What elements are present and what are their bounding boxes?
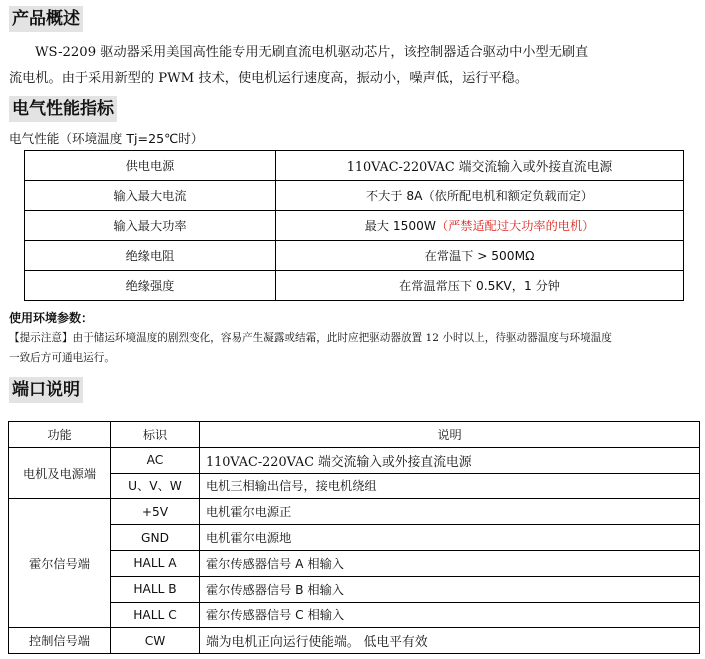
overview-line-2: 流电机。由于采用新型的 PWM 技术，使电机运行速度高，振动小，噪声低，运行平稳。 <box>9 71 529 86</box>
port-mark: HALL A <box>111 550 200 576</box>
header-desc: 说明 <box>200 422 700 448</box>
spec-label: 绝缘电阻 <box>25 241 276 271</box>
table-header-row <box>9 422 700 448</box>
table-row <box>25 211 684 241</box>
header-mark: 标识 <box>111 422 200 448</box>
table-row <box>25 271 684 301</box>
spec-label: 输入最大电流 <box>25 181 276 211</box>
port-mark: CW <box>111 628 200 654</box>
port-desc: 110VAC-220VAC 端交流输入或外接直流电源 <box>200 447 700 473</box>
port-desc: 霍尔传感器信号 A 相输入 <box>200 550 700 576</box>
table-row <box>9 628 700 654</box>
spec-value: 最大 1500W <box>364 219 436 233</box>
port-mark: +5V <box>111 499 200 525</box>
port-mark: AC <box>111 447 200 473</box>
section-title-electrical: 电气性能指标 <box>9 96 117 122</box>
spec-value: 在常温下 > 500MΩ <box>276 241 684 271</box>
table-row <box>25 181 684 211</box>
overview-line-1: WS-2209 驱动器采用美国高性能专用无刷直流电机驱动芯片，该控制器适合驱动中小型无刷直 <box>35 45 589 60</box>
section-title-overview: 产品概述 <box>9 6 83 32</box>
electrical-spec-table <box>24 150 684 301</box>
port-table <box>8 421 700 654</box>
spec-warning: （严禁适配过大功率的电机） <box>435 219 595 233</box>
port-mark: U、V、W <box>111 473 200 499</box>
section-title-ports: 端口说明 <box>9 377 83 403</box>
table-row <box>9 576 700 602</box>
spec-value: 不大于 8A（依所配电机和额定负载而定） <box>276 181 684 211</box>
spec-value-cell <box>276 211 684 241</box>
spec-label: 输入最大功率 <box>25 211 276 241</box>
table-row <box>25 151 684 181</box>
table-row <box>9 525 700 551</box>
spec-value: 在常温常压下 0.5KV，1 分钟 <box>276 271 684 301</box>
group-motor-power: 电机及电源端 <box>9 447 111 499</box>
port-mark: HALL C <box>111 602 200 628</box>
group-control-signal: 控制信号端 <box>9 628 111 654</box>
port-mark: GND <box>111 525 200 551</box>
table-row <box>9 499 700 525</box>
table-row <box>25 241 684 271</box>
spec-label: 绝缘强度 <box>25 271 276 301</box>
table-row <box>9 473 700 499</box>
spec-label: 供电电源 <box>25 151 276 181</box>
table-row <box>9 602 700 628</box>
port-desc: 霍尔传感器信号 B 相输入 <box>200 576 700 602</box>
port-desc: 电机三相输出信号，接电机绕组 <box>200 473 700 499</box>
port-mark: HALL B <box>111 576 200 602</box>
note-line-2: 一致后方可通电运行。 <box>9 352 115 364</box>
port-desc: 电机霍尔电源正 <box>200 499 700 525</box>
table-row <box>9 447 700 473</box>
port-desc: 电机霍尔电源地 <box>200 525 700 551</box>
port-desc: 端为电机正向运行使能端。 低电平有效 <box>200 628 700 654</box>
port-desc: 霍尔传感器信号 C 相输入 <box>200 602 700 628</box>
note-line-1: 【提示注意】由于储运环境温度的剧烈变化，容易产生凝露或结霜，此时应把驱动器放置 12 小时以上，待驱动器温度与环境温度 <box>9 332 612 344</box>
env-title: 使用环境参数： <box>9 311 94 325</box>
spec-value: 110VAC-220VAC 端交流输入或外接直流电源 <box>276 151 684 181</box>
table-row <box>9 550 700 576</box>
group-hall-signal: 霍尔信号端 <box>9 499 111 628</box>
electrical-subtitle: 电气性能（环境温度 Tj=25℃时） <box>9 131 204 146</box>
header-function: 功能 <box>9 422 111 448</box>
